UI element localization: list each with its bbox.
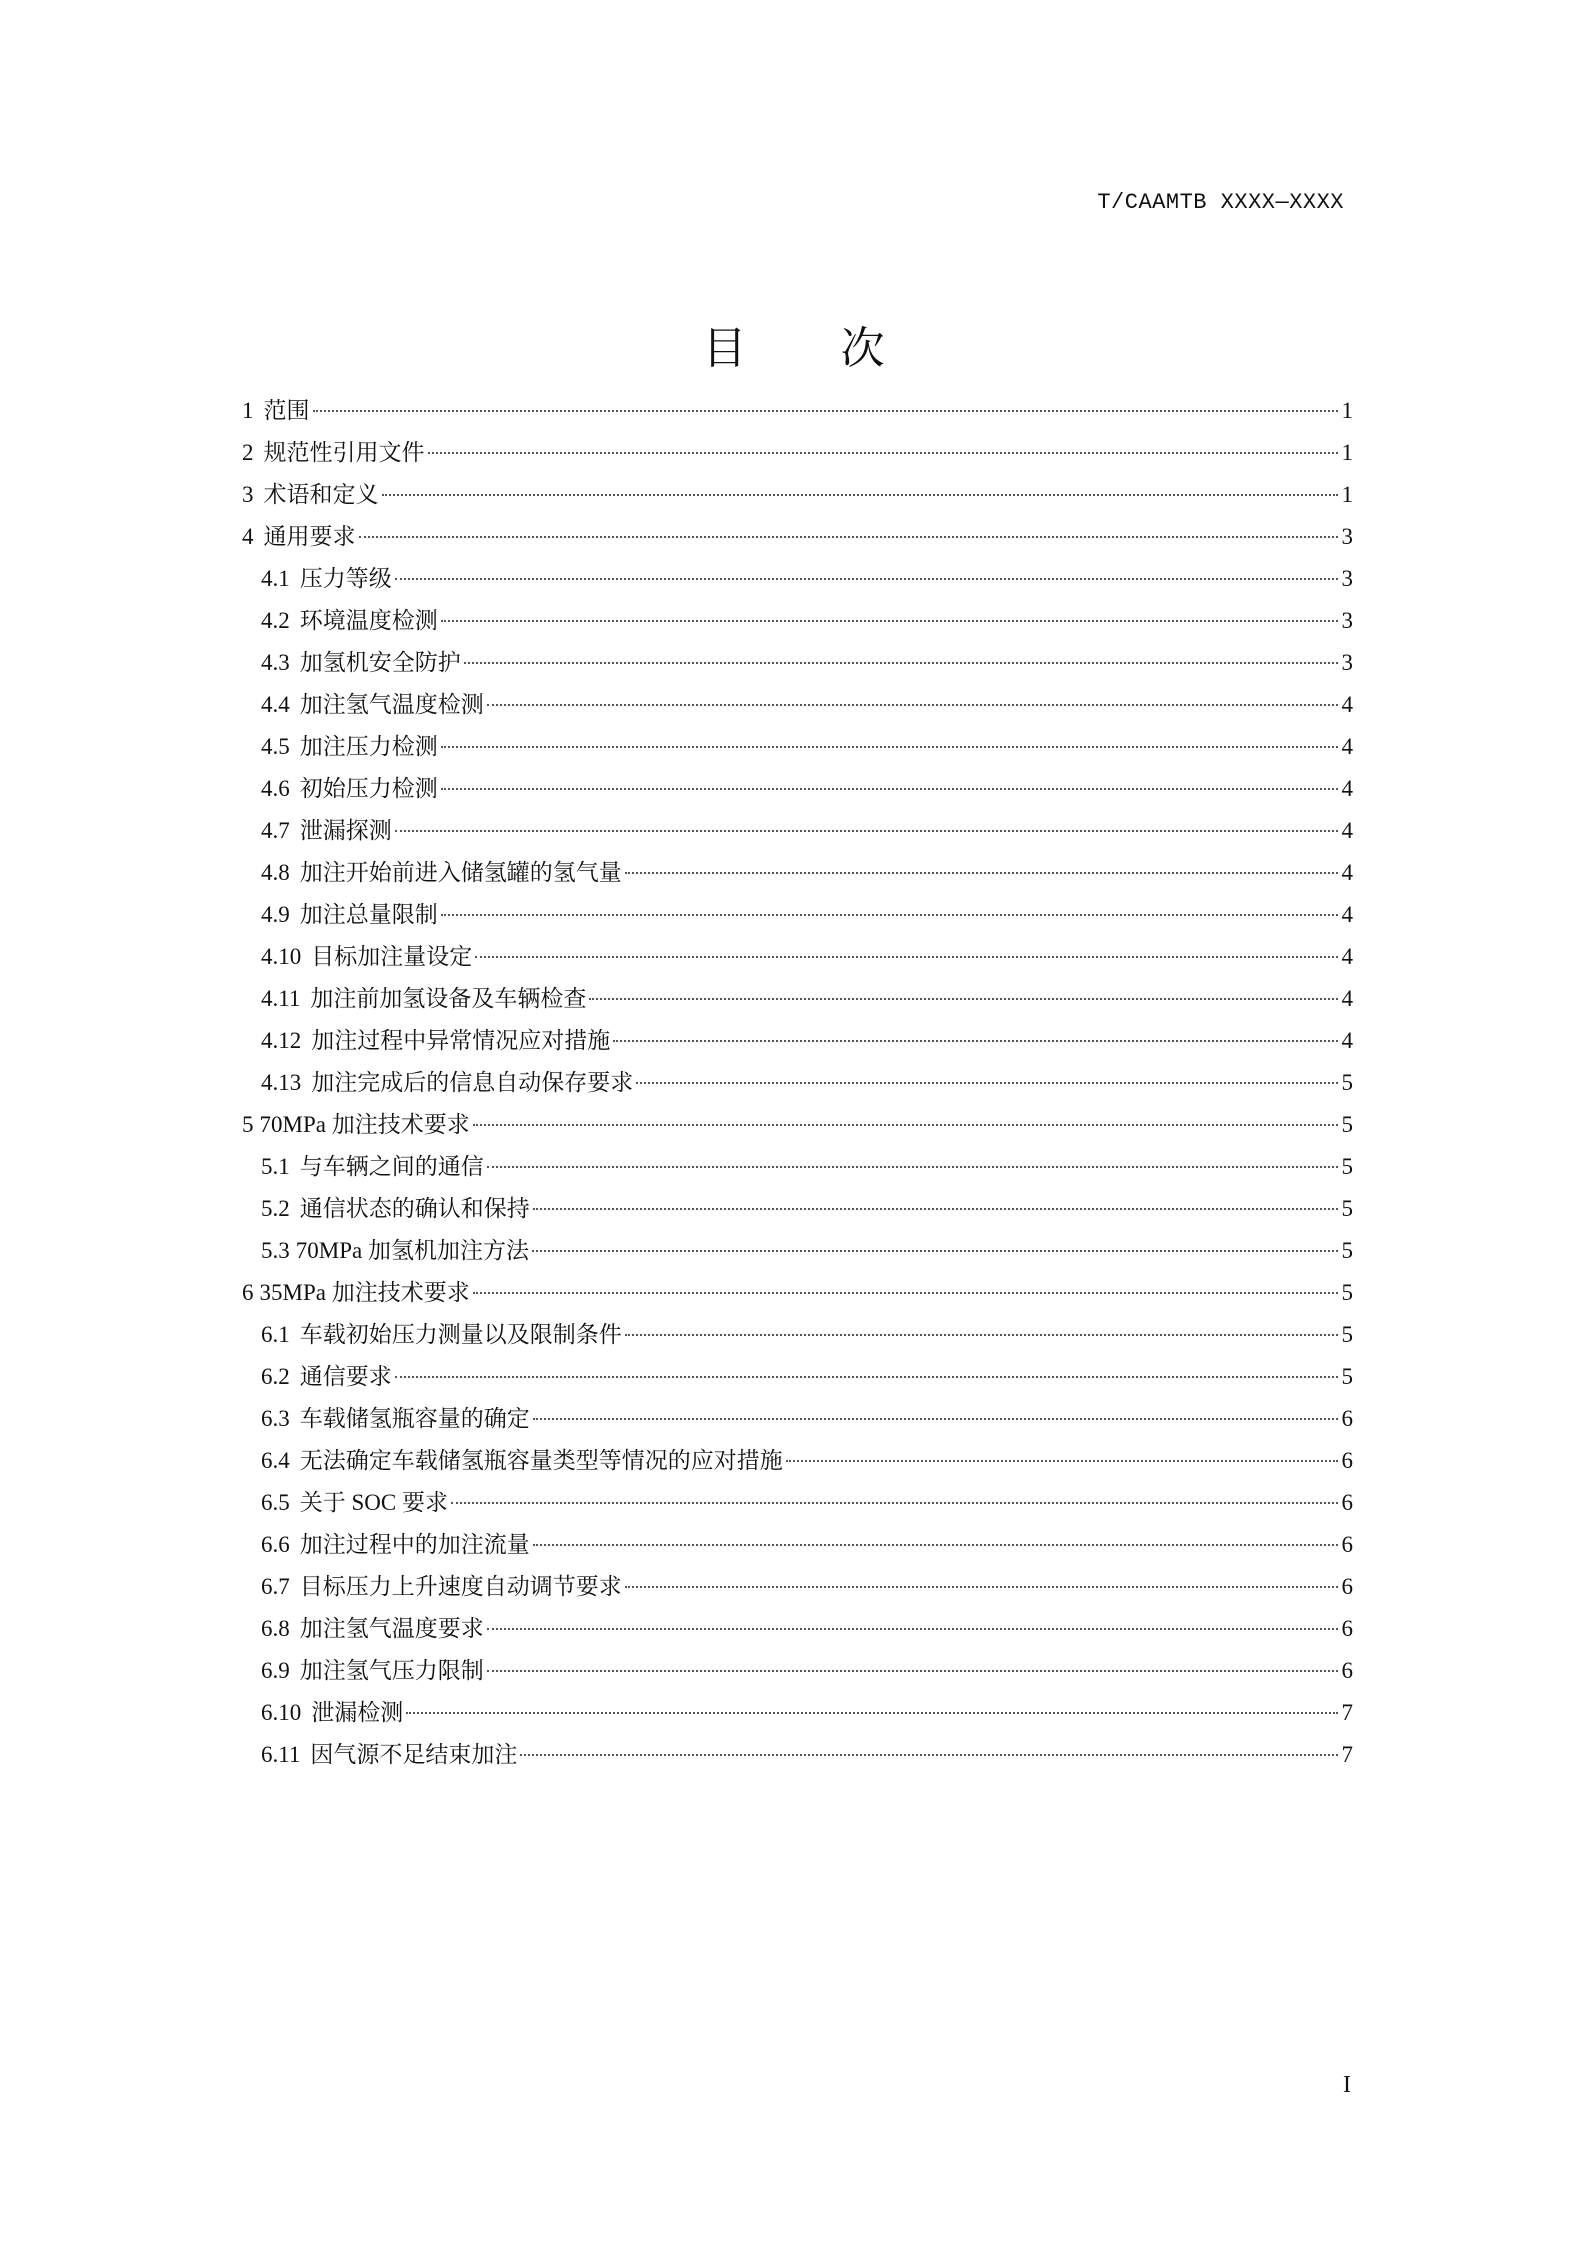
toc-entry-page: 4 [1341,944,1353,969]
toc-entry-label: 加注开始前进入储氢罐的氢气量 [299,860,622,885]
toc-entry-page: 3 [1341,524,1353,549]
toc-title: 目 次 [702,323,925,374]
dot-leader [313,409,1339,412]
dot-leader [520,1753,1338,1756]
toc-entry-page: 4 [1341,1028,1353,1053]
toc-entry-label: 车载初始压力测量以及限制条件 [299,1322,622,1347]
toc-entry-number: 4.7 [261,818,290,843]
toc-entry[interactable] [242,1524,1353,1566]
toc-entry-label: 关于 SOC 要求 [299,1490,448,1515]
toc-entry-page: 6 [1341,1658,1353,1683]
toc-entry-number: 4.2 [261,608,290,633]
toc-entry[interactable] [242,1650,1353,1692]
toc-entry[interactable] [242,1482,1353,1524]
toc-entry-number: 6.3 [261,1406,290,1431]
toc-entry-page: 6 [1341,1532,1353,1557]
toc-entry-label: 泄漏探测 [299,818,392,843]
toc-entry-page: 4 [1341,734,1353,759]
dot-leader [473,1123,1338,1126]
toc-entry[interactable] [242,642,1353,684]
toc-entry-label: 规范性引用文件 [263,440,425,465]
toc-entry-number: 6.2 [261,1364,290,1389]
toc-entry-page: 6 [1341,1406,1353,1431]
dot-leader [441,913,1338,916]
toc-entry-number: 4.10 [261,944,302,969]
toc-entry[interactable] [242,1230,1353,1272]
toc-entry-label: 术语和定义 [263,482,379,507]
toc-entry[interactable] [242,1314,1353,1356]
toc-entry-number: 5.2 [261,1196,290,1221]
toc-entry-number: 6.9 [261,1658,290,1683]
dot-leader [382,493,1339,496]
toc-entry-label: 目标压力上升速度自动调节要求 [299,1574,622,1599]
toc-entry[interactable] [242,1692,1353,1734]
toc-entry-page: 1 [1341,482,1353,507]
dot-leader [487,703,1338,706]
toc-entry-number: 3 [242,482,254,507]
toc-entry-number: 4.12 [261,1028,302,1053]
dot-leader [487,1669,1338,1672]
toc-entry[interactable] [242,810,1353,852]
toc-entry[interactable] [242,726,1353,768]
toc-entry-page: 7 [1341,1700,1353,1725]
toc-entry-page: 7 [1341,1742,1353,1767]
toc-entry-page: 5 [1341,1070,1353,1095]
dot-leader [786,1459,1338,1462]
toc-entry-label: 车载储氢瓶容量的确定 [299,1406,530,1431]
toc-entry-label: 加氢机安全防护 [299,650,461,675]
dot-leader [613,1039,1338,1042]
toc-entry-number: 4.4 [261,692,290,717]
table-of-contents [242,390,1353,1776]
toc-entry-page: 6 [1341,1616,1353,1641]
dot-leader [532,1249,1338,1252]
toc-entry-label: 通信状态的确认和保持 [299,1196,530,1221]
toc-entry-page: 5 [1341,1238,1353,1263]
toc-entry-number: 6.1 [261,1322,290,1347]
dot-leader [464,661,1338,664]
toc-entry-label: 无法确定车载储氢瓶容量类型等情况的应对措施 [299,1448,783,1473]
toc-entry-label: 加注过程中的加注流量 [299,1532,530,1557]
toc-entry-label: 70MPa 加氢机加注方法 [295,1238,529,1263]
toc-entry-number: 4.3 [261,650,290,675]
toc-entry-page: 4 [1341,692,1353,717]
toc-entry[interactable] [242,600,1353,642]
toc-entry-number: 4 [242,524,254,549]
dot-leader [625,1333,1338,1336]
toc-entry-page: 5 [1341,1364,1353,1389]
toc-entry[interactable] [242,1356,1353,1398]
toc-entry-page: 4 [1341,860,1353,885]
dot-leader [359,535,1339,538]
toc-entry-number: 4.8 [261,860,290,885]
toc-entry-page: 6 [1341,1574,1353,1599]
dot-leader [625,871,1338,874]
toc-entry-page: 4 [1341,818,1353,843]
toc-entry-number: 6 [242,1280,254,1305]
toc-entry-page: 5 [1341,1112,1353,1137]
toc-entry-number: 4.9 [261,902,290,927]
toc-entry[interactable] [242,558,1353,600]
toc-entry-label: 因气源不足结束加注 [310,1742,518,1767]
toc-entry-label: 加注氢气温度要求 [299,1616,484,1641]
toc-entry-label: 泄漏检测 [311,1700,404,1725]
dot-leader [533,1207,1338,1210]
dot-leader [589,997,1338,1000]
dot-leader [533,1543,1338,1546]
toc-entry-number: 4.5 [261,734,290,759]
toc-entry-number: 1 [242,398,254,423]
toc-entry[interactable] [242,1020,1353,1062]
toc-entry-number: 6.4 [261,1448,290,1473]
toc-entry-number: 4.13 [261,1070,302,1095]
toc-entry[interactable] [242,1398,1353,1440]
toc-entry-label: 70MPa 加注技术要求 [259,1112,470,1137]
dot-leader [473,1291,1338,1294]
toc-entry-label: 加注前加氢设备及车辆检查 [310,986,587,1011]
dot-leader [441,745,1338,748]
dot-leader [636,1081,1338,1084]
toc-entry-number: 6.8 [261,1616,290,1641]
toc-entry-label: 加注完成后的信息自动保存要求 [311,1070,634,1095]
dot-leader [428,451,1339,454]
toc-entry-label: 加注总量限制 [299,902,438,927]
toc-entry[interactable] [242,390,1353,432]
toc-entry-label: 35MPa 加注技术要求 [259,1280,470,1305]
dot-leader [451,1501,1338,1504]
toc-entry[interactable] [242,1104,1353,1146]
toc-entry[interactable] [242,852,1353,894]
toc-entry-number: 6.10 [261,1700,302,1725]
toc-entry-label: 加注过程中异常情况应对措施 [311,1028,611,1053]
toc-entry-page: 4 [1341,986,1353,1011]
document-code: T/CAAMTB XXXX—XXXX [1097,190,1344,215]
toc-entry-number: 4.1 [261,566,290,591]
toc-entry-label: 通信要求 [299,1364,392,1389]
toc-entry-number: 2 [242,440,254,465]
toc-entry-label: 加注氢气压力限制 [299,1658,484,1683]
dot-leader [395,1375,1338,1378]
dot-leader [406,1711,1338,1714]
toc-entry-label: 加注压力检测 [299,734,438,759]
toc-entry-page: 4 [1341,776,1353,801]
toc-entry-number: 6.7 [261,1574,290,1599]
toc-entry-page: 5 [1341,1322,1353,1347]
toc-entry-page: 5 [1341,1280,1353,1305]
toc-entry-label: 压力等级 [299,566,392,591]
toc-entry[interactable] [242,1062,1353,1104]
toc-entry[interactable] [242,516,1353,558]
toc-entry[interactable] [242,936,1353,978]
toc-entry-label: 通用要求 [263,524,356,549]
toc-entry[interactable] [242,1440,1353,1482]
toc-entry[interactable] [242,684,1353,726]
toc-entry-page: 1 [1341,440,1353,465]
dot-leader [533,1417,1338,1420]
dot-leader [441,787,1338,790]
dot-leader [625,1585,1338,1588]
toc-entry[interactable] [242,978,1353,1020]
toc-entry-page: 3 [1341,566,1353,591]
dot-leader [487,1165,1338,1168]
toc-entry-label: 环境温度检测 [299,608,438,633]
toc-entry-page: 5 [1341,1196,1353,1221]
toc-entry[interactable] [242,894,1353,936]
dot-leader [487,1627,1338,1630]
toc-entry-number: 6.5 [261,1490,290,1515]
toc-entry-number: 5.1 [261,1154,290,1179]
page-number: I [1343,2072,1351,2098]
dot-leader [395,577,1338,580]
toc-entry-page: 6 [1341,1490,1353,1515]
toc-entry-number: 5 [242,1112,254,1137]
toc-entry[interactable] [242,1566,1353,1608]
toc-entry-label: 与车辆之间的通信 [299,1154,484,1179]
toc-entry-label: 目标加注量设定 [311,944,473,969]
toc-entry-label: 范围 [263,398,310,423]
toc-entry[interactable] [242,1146,1353,1188]
toc-entry[interactable] [242,474,1353,516]
toc-entry[interactable] [242,768,1353,810]
dot-leader [395,829,1338,832]
toc-entry-page: 3 [1341,650,1353,675]
toc-entry-page: 3 [1341,608,1353,633]
toc-entry[interactable] [242,1272,1353,1314]
toc-entry[interactable] [242,1608,1353,1650]
toc-entry-number: 6.6 [261,1532,290,1557]
dot-leader [475,955,1338,958]
toc-entry-number: 6.11 [261,1742,301,1767]
toc-entry[interactable] [242,1734,1353,1776]
toc-entry-number: 4.6 [261,776,290,801]
toc-entry[interactable] [242,432,1353,474]
toc-entry-label: 初始压力检测 [299,776,438,801]
toc-entry-page: 6 [1341,1448,1353,1473]
toc-entry[interactable] [242,1188,1353,1230]
toc-entry-label: 加注氢气温度检测 [299,692,484,717]
toc-entry-page: 4 [1341,902,1353,927]
toc-entry-number: 5.3 [261,1238,290,1263]
dot-leader [441,619,1338,622]
toc-entry-number: 4.11 [261,986,301,1011]
toc-entry-page: 5 [1341,1154,1353,1179]
toc-entry-page: 1 [1341,398,1353,423]
